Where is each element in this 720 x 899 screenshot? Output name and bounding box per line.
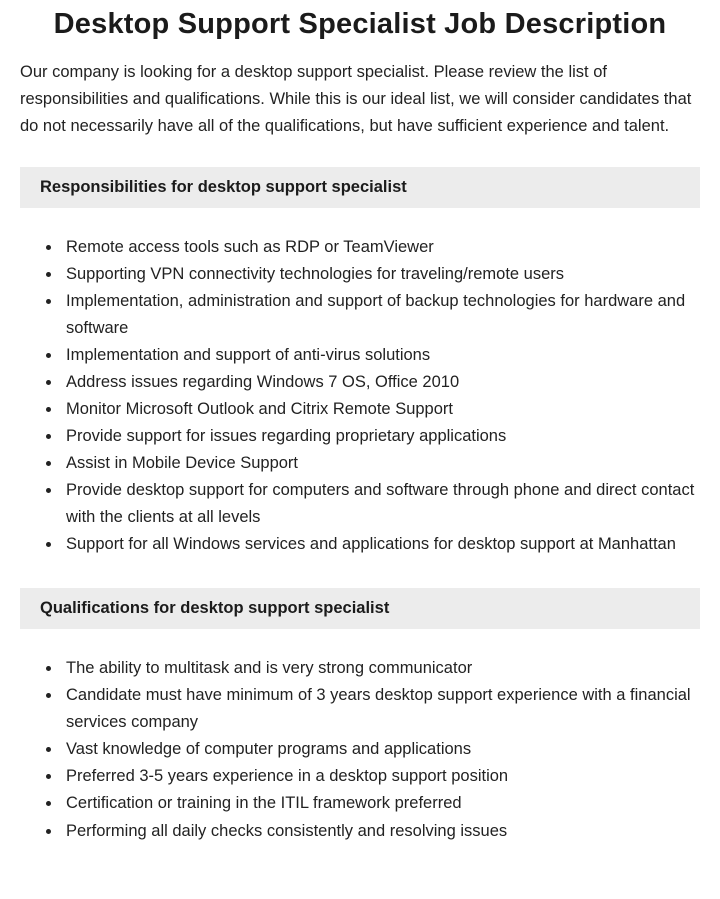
list-item: • The ability to multitask and is very strong communicator bbox=[62, 655, 700, 682]
list-item: • Performing all daily checks consistently and resolving issues bbox=[62, 818, 700, 845]
qualifications-list bbox=[20, 655, 700, 844]
responsibilities-section-bar bbox=[20, 167, 700, 208]
list-item: • Monitor Microsoft Outlook and Citrix Remote Support bbox=[62, 396, 700, 423]
qualifications-section-bar bbox=[20, 588, 700, 629]
intro-paragraph: Our company is looking for a desktop support specialist. Please review the list of responsibilities and qualifications. While this is our ideal list, we will consider candidates that do not necessarily have all of the qualifications, but have sufficient experience and talent. bbox=[20, 63, 692, 136]
responsibilities-heading: Responsibilities for desktop support specialist bbox=[40, 177, 407, 196]
list-item: • Remote access tools such as RDP or TeamViewer bbox=[62, 234, 700, 261]
qualifications-heading: Qualifications for desktop support specialist bbox=[40, 599, 390, 618]
responsibilities-list bbox=[20, 234, 700, 559]
list-item: • Support for all Windows services and applications for desktop support at Manhattan bbox=[62, 531, 700, 558]
list-item: • Candidate must have minimum of 3 years desktop support experience with a financial services company bbox=[62, 682, 700, 736]
list-item: • Assist in Mobile Device Support bbox=[62, 450, 700, 477]
list-item: • Implementation and support of anti-virus solutions bbox=[62, 342, 700, 369]
list-item: • Implementation, administration and support of backup technologies for hardware and software bbox=[62, 288, 700, 342]
list-item: • Preferred 3-5 years experience in a desktop support position bbox=[62, 763, 700, 790]
page-title: Desktop Support Specialist Job Description bbox=[53, 8, 667, 40]
list-item: • Provide desktop support for computers and software through phone and direct contact with the clients at all levels bbox=[62, 477, 700, 531]
list-item: • Supporting VPN connectivity technologies for traveling/remote users bbox=[62, 261, 700, 288]
list-item: • Provide support for issues regarding proprietary applications bbox=[62, 423, 700, 450]
list-item: • Certification or training in the ITIL framework preferred bbox=[62, 790, 700, 817]
list-item: • Address issues regarding Windows 7 OS, Office 2010 bbox=[62, 369, 700, 396]
list-item: • Vast knowledge of computer programs and applications bbox=[62, 736, 700, 763]
